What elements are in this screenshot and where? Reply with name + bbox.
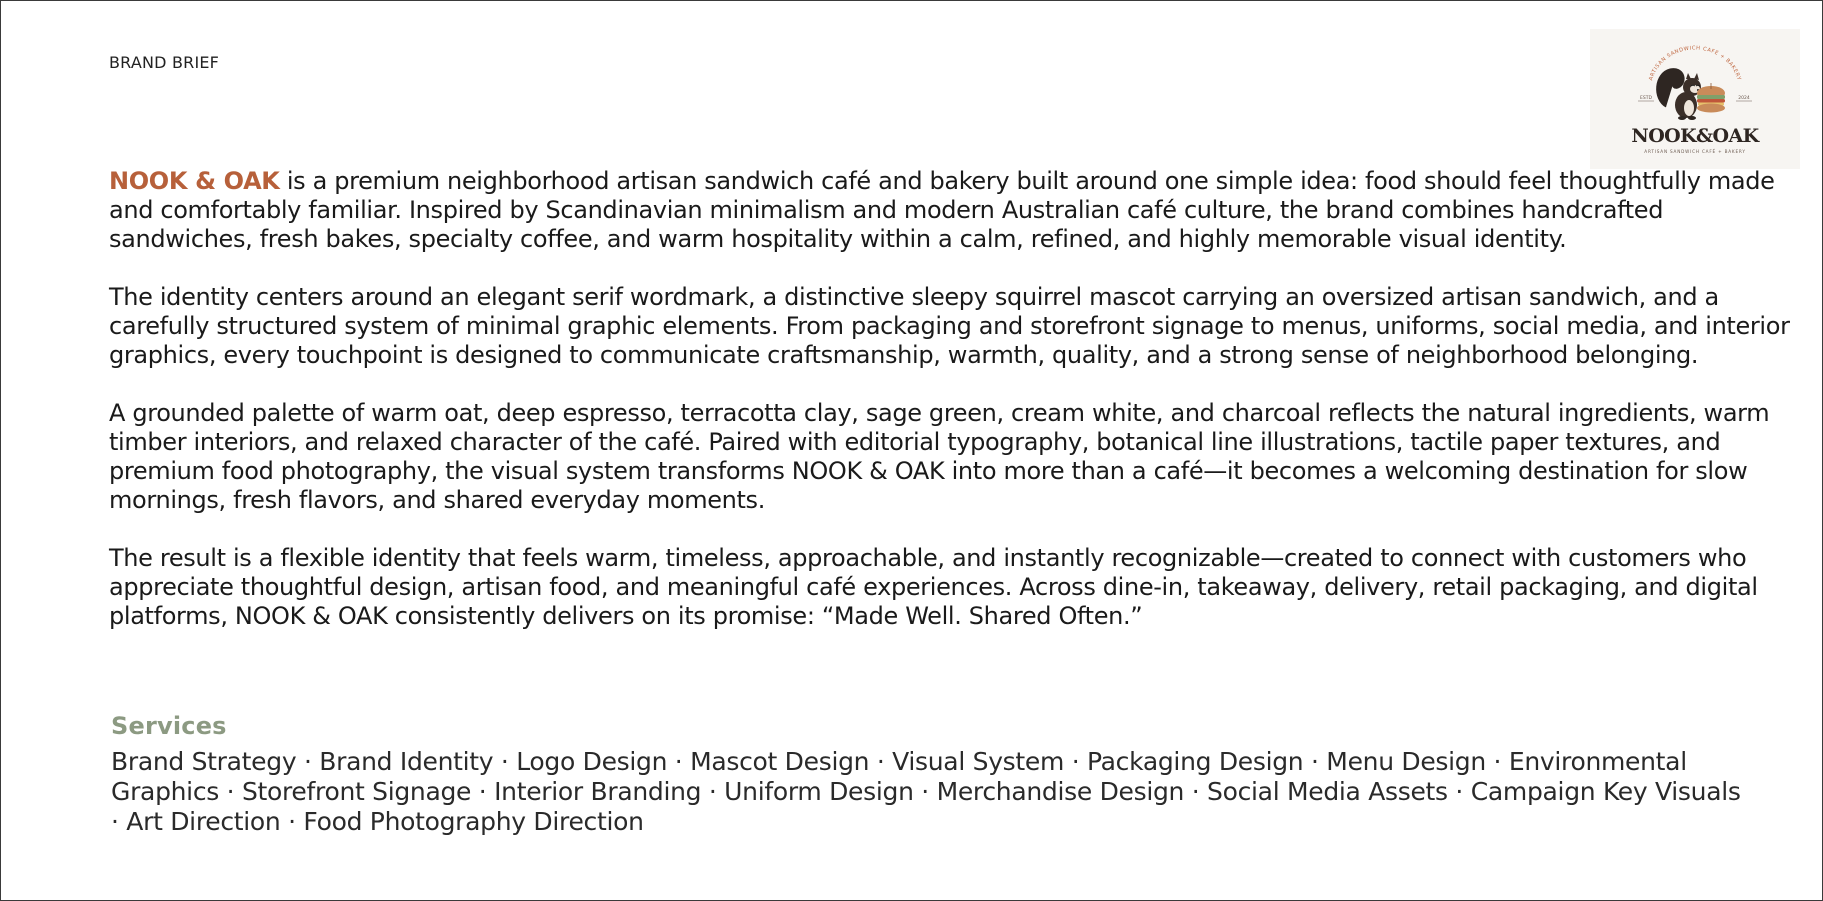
services-heading: Services (111, 712, 227, 740)
svg-text:2024: 2024 (1738, 96, 1750, 101)
squirrel-with-sandwich-icon (1590, 29, 1800, 169)
svg-text:NOOK&OAK: NOOK&OAK (1631, 125, 1759, 147)
intro-paragraph (109, 167, 1799, 254)
document-label: BRAND BRIEF (109, 53, 220, 72)
brief-body (109, 167, 1799, 660)
intro-paragraph-text: is a premium neighborhood artisan sandwich café and bakery built around one simple idea: food should feel thoughtfully made and comfortably familiar. Inspired by Scandinavian minimalism and modern Australian café culture, the brand combines handcrafted sandwiches, fresh bakes, specialty coffee, and warm hospitality within a calm, refined, and highly memorable visual identity. (109, 167, 1775, 253)
svg-text:ARTISAN SANDWICH CAFÉ + BAKERY: ARTISAN SANDWICH CAFÉ + BAKERY (1648, 45, 1742, 82)
brand-name-highlight: NOOK & OAK (109, 167, 280, 195)
svg-text:ESTD: ESTD (1640, 96, 1652, 101)
services-list: Brand Strategy · Brand Identity · Logo Design · Mascot Design · Visual System · Packaging Design · Menu Design · Environmental Graphics · Storefront Signage · Interior Branding · Uniform Design · Merchandise Design · Social Media Assets · Campaign Key Visuals · Art Direction · Food Photography Direction (111, 747, 1741, 836)
palette-paragraph: A grounded palette of warm oat, deep espresso, terracotta clay, sage green, cream white, and charcoal reflects the natural ingredients, warm timber interiors, and relaxed character of the café. Paired with editorial typography, botanical line illustrations, tactile paper textures, and premium food photography, the visual system transforms NOOK & OAK into more than a café—it becomes a welcoming destination for slow mornings, fresh flavors, and shared everyday moments. (109, 399, 1770, 514)
brand-logo (1590, 29, 1800, 169)
identity-paragraph: The identity centers around an elegant serif wordmark, a distinctive sleepy squirrel mascot carrying an oversized artisan sandwich, and a carefully structured system of minimal graphic elements. From packaging and storefront signage to menus, uniforms, social media, and interior graphics, every touchpoint is designed to communicate craftsmanship, warmth, quality, and a strong sense of neighborhood belonging. (109, 283, 1790, 369)
svg-text:ARTISAN SANDWICH CAFÉ + BAKERY: ARTISAN SANDWICH CAFÉ + BAKERY (1644, 149, 1746, 154)
result-paragraph: The result is a flexible identity that feels warm, timeless, approachable, and instantly recognizable—created to connect with customers who appreciate thoughtful design, artisan food, and meaningful café experiences. Across dine-in, takeaway, delivery, retail packaging, and digital platforms, NOOK & OAK consistently delivers on its promise: “Made Well. Shared Often.” (109, 544, 1758, 630)
